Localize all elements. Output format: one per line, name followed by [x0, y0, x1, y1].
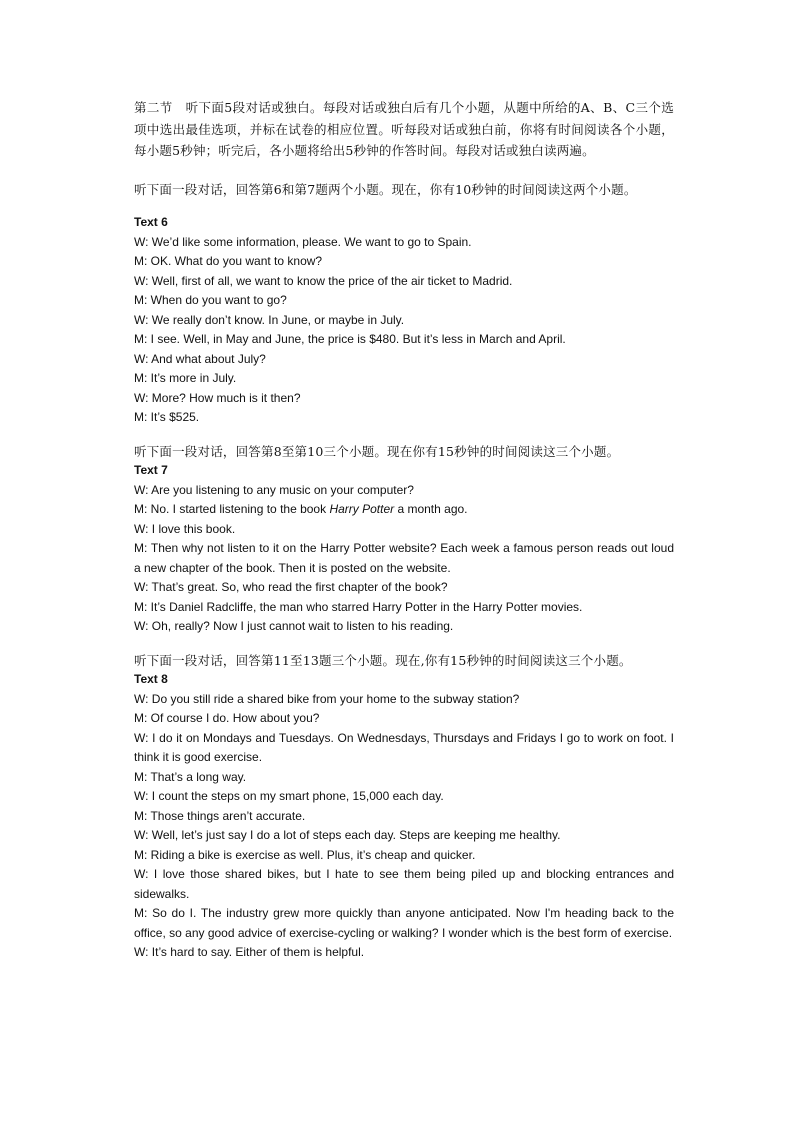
dialogue-line: M: It’s more in July.: [134, 371, 237, 385]
text7-title: Text 7: [134, 463, 168, 477]
dialogue-line: W: Do you still ride a shared bike from your home to the subway station?: [134, 691, 520, 706]
dialogue-line: M: Then why not listen to it on the Harry Potter website? Each week a famous person reads out loud a new chapter of the book. Then it is posted on the website.: [134, 541, 674, 575]
text8-title: Text 8: [134, 672, 168, 686]
book-line-before: M: No. I started listening to the book: [134, 502, 330, 516]
book-line-after: a month ago.: [394, 502, 468, 516]
spacer: [134, 637, 674, 651]
document-page: [134, 97, 674, 963]
dialogue-line: M: That’s a long way.: [134, 769, 247, 784]
dialogue-line: W: I love those shared bikes, but I hate to see them being piled up and blocking entrances and sidewalks.: [134, 867, 674, 901]
text8-instruction: 听下面一段对话，回答第11至13题三个小题。现在,你有15秒钟的时间阅读这三个小题。: [134, 652, 632, 668]
dialogue-line: M: Of course I do. How about you?: [134, 711, 320, 725]
dialogue-line: W: We’d like some information, please. We want to go to Spain.: [134, 234, 472, 249]
dialogue-line: M: So do I. The industry grew more quickly than anyone anticipated. Now I'm heading back to the office, so any good advice of exercise-cycling or walking? I wonder which is the best form of exercise.: [134, 906, 674, 940]
dialogue-line: W: Well, let’s just say I do a lot of steps each day. Steps are keeping me healthy.: [134, 828, 561, 842]
dialogue-line: W: More? How much is it then?: [134, 390, 301, 405]
dialogue-line: M: Those things aren’t accurate.: [134, 808, 306, 823]
dialogue-line: W: Are you listening to any music on your computer?: [134, 482, 414, 497]
dialogue-line: W: I love this book.: [134, 521, 236, 536]
dialogue-line: M: When do you want to go?: [134, 293, 287, 307]
dialogue-line: W: It’s hard to say. Either of them is helpful.: [134, 945, 365, 959]
section-intro: 第二节 听下面5段对话或独白。每段对话或独白后有几个小题，从题中所给的A、B、C三个选项中选出最佳选项，并标在试卷的相应位置。听每段对话或独白前，你将有时间阅读各个小题，每小题5秒钟；听完后，各小题将给出5秒钟的作答时间。每段对话或独白读两遍。: [134, 100, 674, 158]
spacer: [134, 162, 674, 180]
dialogue-line: M: I see. Well, in May and June, the price is $480. But it’s less in March and April.: [134, 332, 566, 346]
text6-title: Text 6: [134, 215, 168, 229]
dialogue-line: W: That’s great. So, who read the first chapter of the book?: [134, 580, 448, 594]
spacer: [134, 428, 674, 442]
dialogue-line: M: It’s Daniel Radcliffe, the man who starred Harry Potter in the Harry Potter movies.: [134, 599, 583, 614]
spacer: [134, 199, 674, 213]
dialogue-line-book: [134, 500, 674, 520]
dialogue-line: W: And what about July?: [134, 351, 266, 366]
dialogue-line: W: I do it on Mondays and Tuesdays. On Wednesdays, Thursdays and Fridays I go to work on foot. I think it is good exercise.: [134, 730, 674, 764]
dialogue-line: M: Riding a bike is exercise as well. Plus, it’s cheap and quicker.: [134, 847, 476, 862]
book-title: Harry Potter: [329, 502, 395, 516]
dialogue-line: M: It’s $525.: [134, 410, 200, 424]
dialogue-line: W: Oh, really? Now I just cannot wait to listen to his reading.: [134, 619, 454, 633]
text7-instruction: 听下面一段对话，回答第8至第10三个小题。现在你有15秒钟的时间阅读这三个小题。: [134, 443, 620, 459]
dialogue-line: W: Well, first of all, we want to know the price of the air ticket to Madrid.: [134, 273, 513, 288]
text6-instruction: 听下面一段对话，回答第6和第7题两个小题。现在，你有10秒钟的时间阅读这两个小题。: [134, 181, 637, 197]
dialogue-line: M: OK. What do you want to know?: [134, 254, 323, 268]
dialogue-line: W: We really don’t know. In June, or maybe in July.: [134, 312, 405, 327]
dialogue-line: W: I count the steps on my smart phone, 15,000 each day.: [134, 789, 444, 803]
